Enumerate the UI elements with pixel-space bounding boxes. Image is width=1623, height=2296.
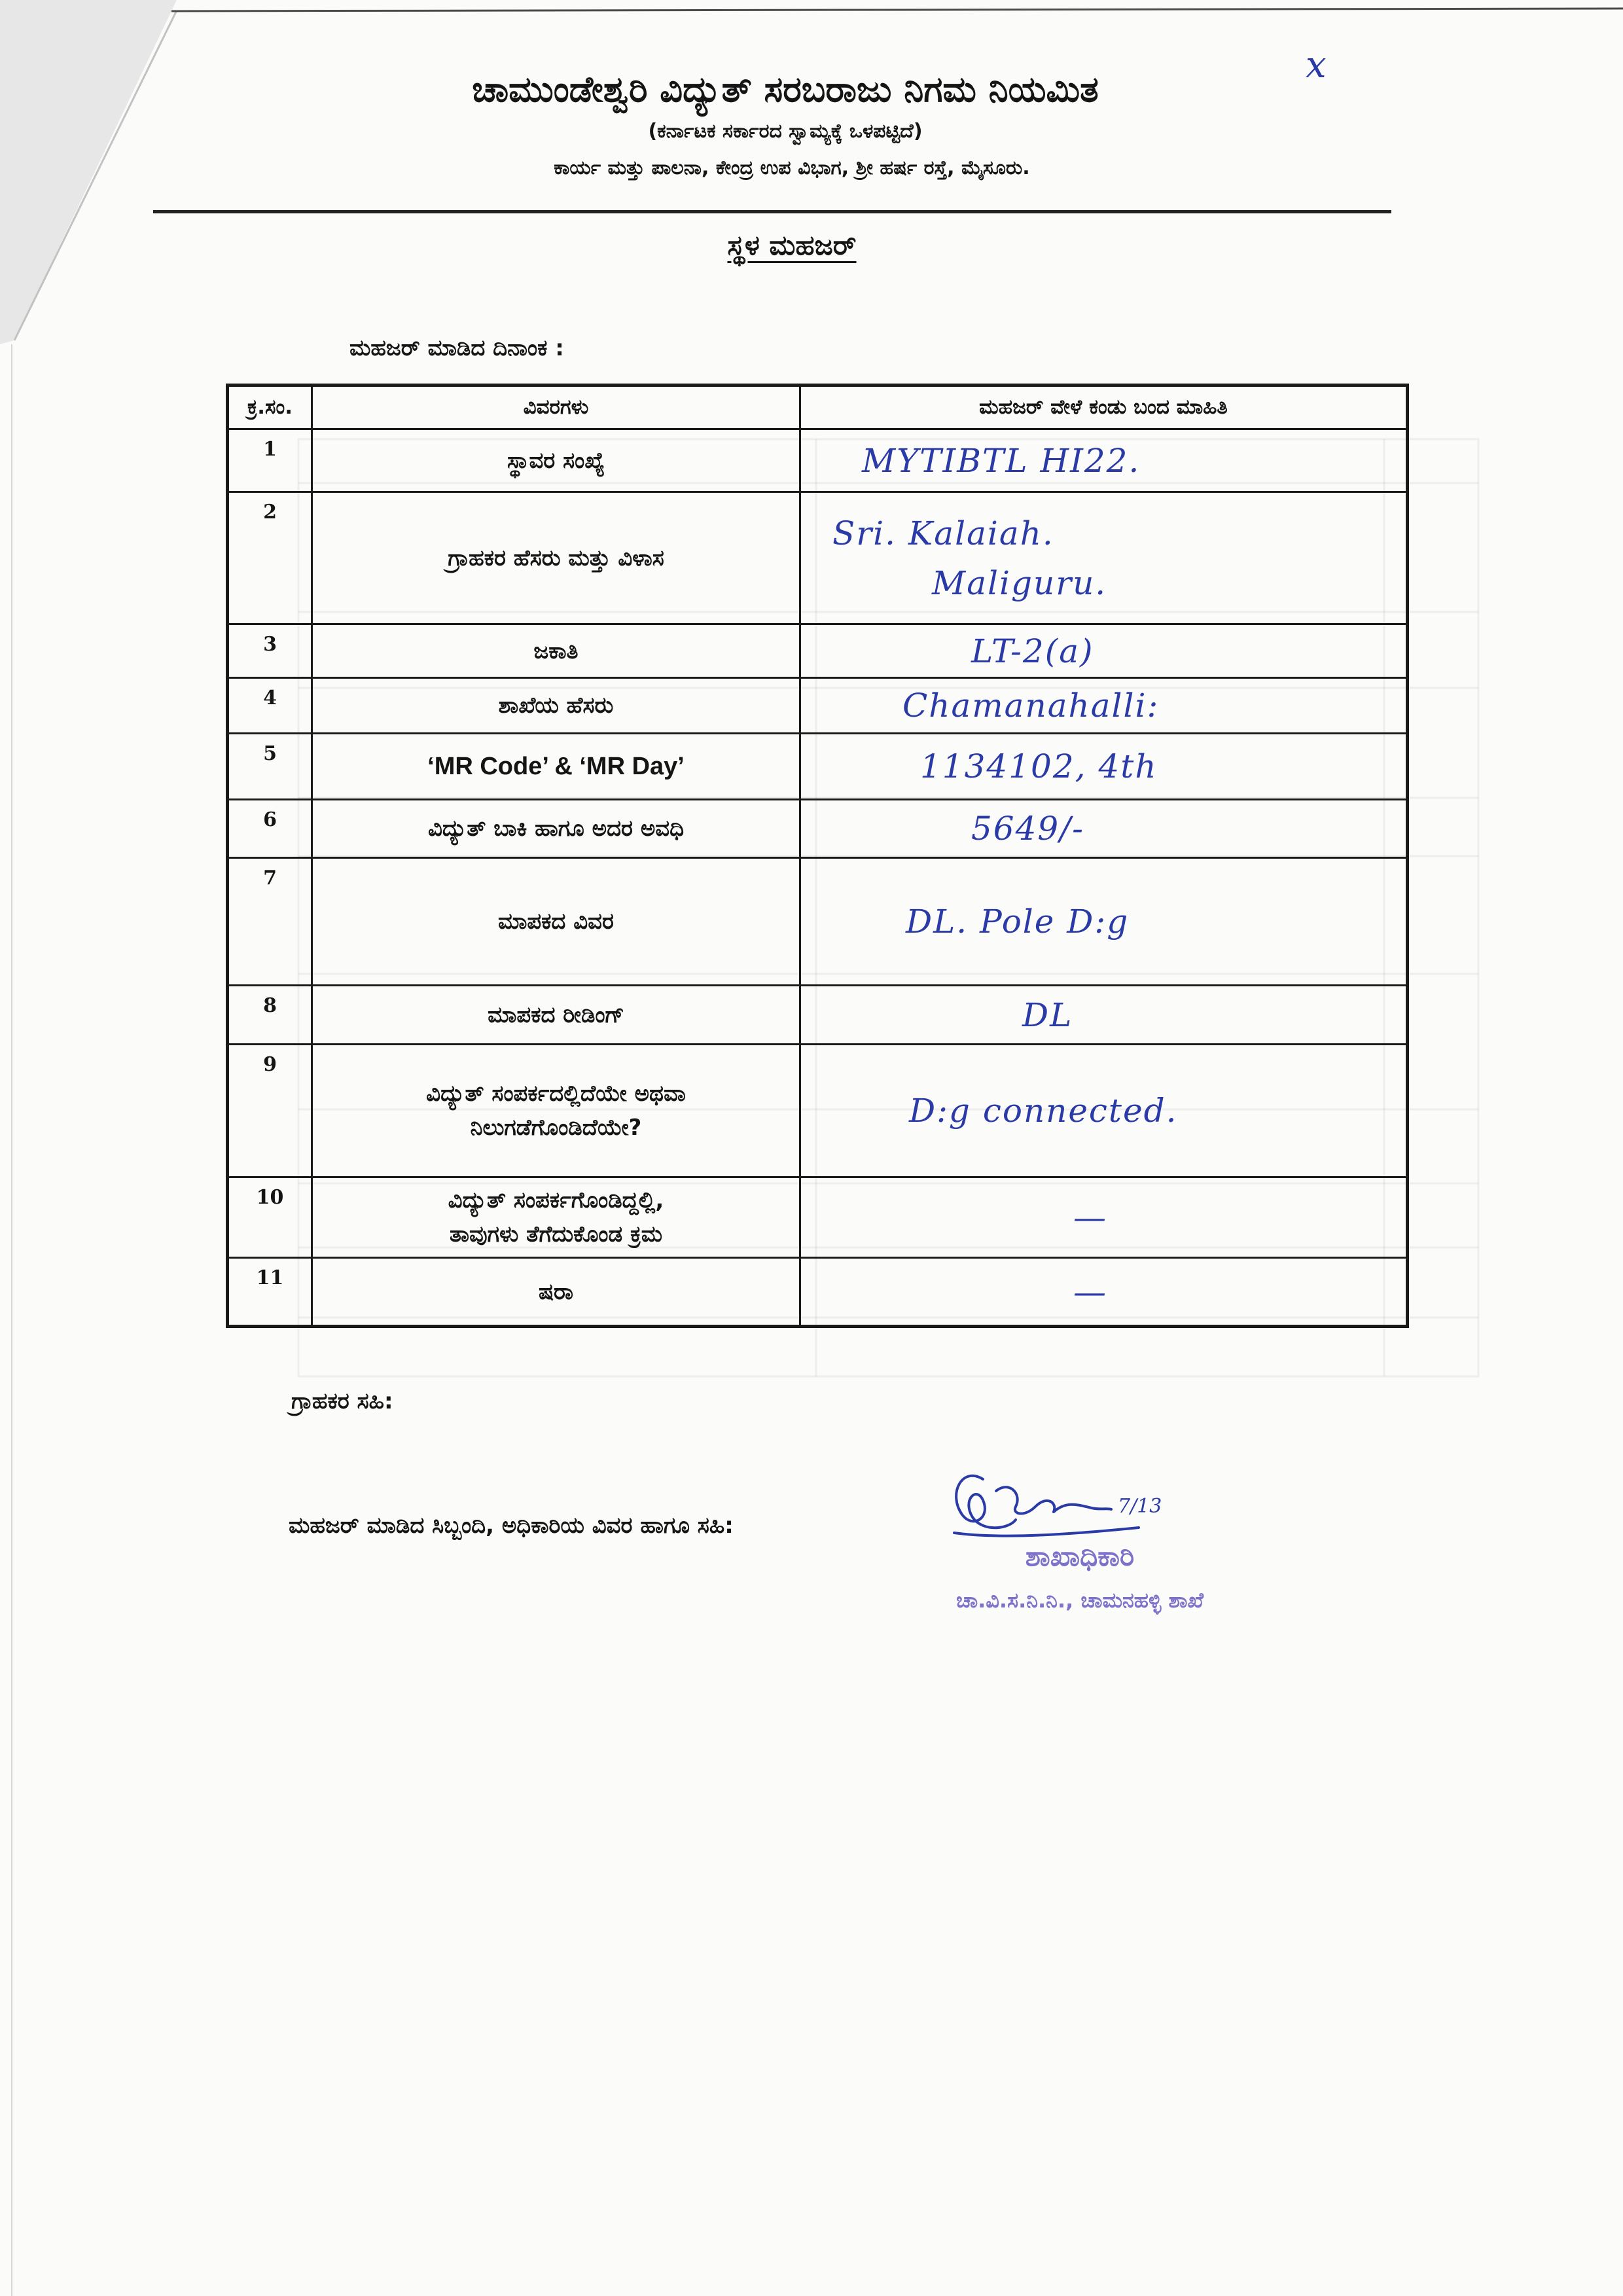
row-value [800,678,1408,734]
row-label [312,1177,800,1258]
row-label-text: ಸ್ಥಾವರ ಸಂಖ್ಯೆ [507,447,605,474]
row-label-text: ಗ್ರಾಹಕರ ಹೆಸರು ಮತ್ತು ವಿಳಾಸ [448,545,664,571]
table-row [228,624,1408,678]
table-row [228,734,1408,800]
handwritten-value: DL. Pole D:g [906,903,1130,941]
header-observed: ಮಹಜರ್ ವೇಳೆ ಕಂಡು ಬಂದ ಮಾಹಿತಿ [800,386,1408,429]
row-label-text: ಜಕಾತಿ [533,637,579,664]
row-label [312,858,800,986]
row-label [312,429,800,492]
row-label-text: ‘MR Code’ & ‘MR Day’ [427,753,685,780]
table-row [228,678,1408,734]
staff-signature-label: ಮಹಜರ್ ಮಾಡಿದ ಸಿಬ್ಬಂದಿ, ಅಧಿಕಾರಿಯ ವಿವರ ಹಾಗೂ ಸಹಿ: [289,1513,734,1539]
organization-name: ಚಾಮುಂಡೇಶ್ವರಿ ವಿದ್ಯುತ್ ಸರಬರಾಜು ನಿಗಮ ನಿಯಮಿತ [472,69,1099,110]
handwritten-corner-mark: x [1306,44,1327,86]
row-value [800,800,1408,858]
table-row [228,858,1408,986]
row-number: 4 [228,678,312,734]
row-label-text: ವಿದ್ಯುತ್ ಬಾಕಿ ಹಾಗೂ ಅದರ ಅವಧಿ [427,816,685,842]
handwritten-value: D:g connected. [909,1092,1178,1130]
date-label: ಮಹಜರ್ ಮಾಡಿದ ದಿನಾಂಕ : [349,335,564,361]
header-divider [153,210,1391,213]
table-header-row [228,386,1408,429]
handwritten-value: Sri. Kalaiah. [832,514,1054,552]
row-number: 1 [228,429,312,492]
document-title [458,228,1126,263]
handwritten-value: LT-2(a) [971,632,1094,670]
mahajar-table [226,384,1409,1328]
row-number: 9 [228,1045,312,1177]
row-label-text: ಷರಾ [538,1278,574,1305]
row-label [312,800,800,858]
row-number: 7 [228,858,312,986]
row-label-text: ಮಾಪಕದ ವಿವರ [498,908,614,935]
row-label [312,986,800,1045]
row-value [800,1045,1408,1177]
row-label-text: ತಾವುಗಳು ತೆಗೆದುಕೊಂಡ ಕ್ರಮ [449,1221,663,1247]
row-label-text: ನಿಲುಗಡೆಗೊಂಡಿದೆಯೇ? [470,1115,642,1141]
row-label-text: ಮಾಪಕದ ರೀಡಿಂಗ್ [488,1001,624,1028]
row-label-text: ಶಾಖೆಯ ಹೆಸರು [498,692,614,719]
header-serial: ಕ್ರ.ಸಂ. [228,386,312,429]
handwritten-value: DL [1022,996,1073,1034]
signature-date-mark: 7/13 [1118,1495,1162,1518]
row-label [312,678,800,734]
row-value [800,1258,1408,1327]
header-details: ವಿವರಗಳು [312,386,800,429]
table-row [228,986,1408,1045]
handwritten-value: MYTIBTL HI22. [862,441,1141,480]
office-address: ಕಾರ್ಯ ಮತ್ತು ಪಾಲನಾ, ಕೇಂದ್ರ ಉಪ ವಿಭಾಗ, ಶ್ರೀ ಹರ್ಷ ರಸ್ತೆ, ಮೈಸೂರು. [554,156,1030,179]
row-label [312,624,800,678]
row-label-text: ವಿದ್ಯುತ್ ಸಂಪರ್ಕದಲ್ಲಿದೆಯೇ ಅಥವಾ [426,1081,686,1107]
handwritten-value: Chamanahalli: [902,687,1160,725]
handwritten-value: — [1073,1272,1107,1311]
document-title-text: ಸ್ಥಳ ಮಹಜರ್ [727,229,857,261]
row-value [800,492,1408,624]
stamp-designation: ಶಾಖಾಧಿಕಾರಿ [1025,1540,1135,1572]
row-label [312,734,800,800]
row-value [800,1177,1408,1258]
row-value [800,858,1408,986]
table-row [228,1258,1408,1327]
row-label [312,1258,800,1327]
table-row [228,1177,1408,1258]
row-number: 3 [228,624,312,678]
consumer-signature-label: ಗ್ರಾಹಕರ ಸಹಿ: [291,1388,393,1414]
row-label-text: ವಿದ್ಯುತ್ ಸಂಪರ್ಕಗೊಂಡಿದ್ದಲ್ಲಿ, [448,1187,664,1213]
row-value [800,986,1408,1045]
table-row [228,1045,1408,1177]
row-number: 11 [228,1258,312,1327]
row-value [800,624,1408,678]
row-number: 10 [228,1177,312,1258]
row-number: 6 [228,800,312,858]
row-number: 8 [228,986,312,1045]
table-row [228,800,1408,858]
stamp-office: ಚಾ.ವಿ.ಸ.ನಿ.ನಿ., ಚಾಮನಹಳ್ಳಿ ಶಾಖೆ [955,1588,1204,1613]
row-label [312,492,800,624]
handwritten-value: Maliguru. [932,564,1107,602]
table-row [228,492,1408,624]
row-label [312,1045,800,1177]
handwritten-value: 5649/- [971,810,1084,848]
row-value [800,734,1408,800]
ownership-note: (ಕರ್ನಾಟಕ ಸರ್ಕಾರದ ಸ್ವಾಮ್ಯಕ್ಕೆ ಒಳಪಟ್ಟಿದೆ) [648,120,923,143]
table-row [228,429,1408,492]
row-number: 2 [228,492,312,624]
row-number: 5 [228,734,312,800]
row-value [800,429,1408,492]
handwritten-value: — [1073,1198,1107,1236]
handwritten-value: 1134102, 4th [920,747,1158,785]
